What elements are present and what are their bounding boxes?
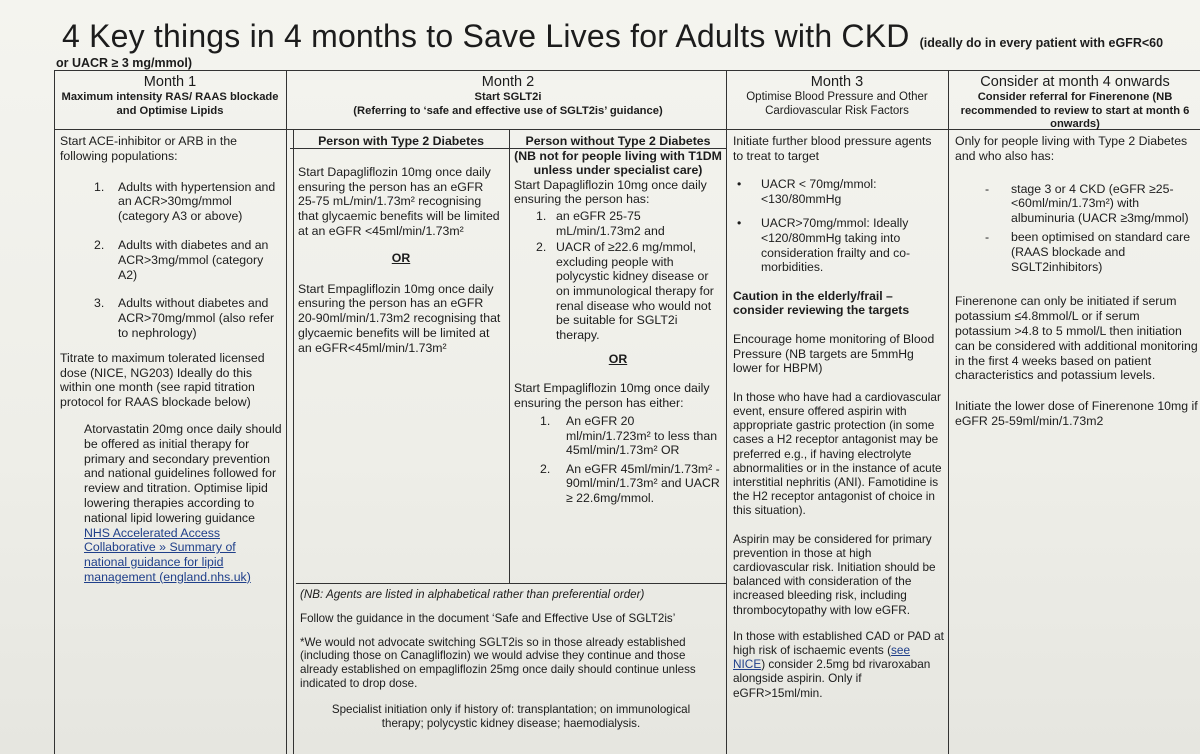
- elderly-caution: Caution in the elderly/frail – consider reviewing the targets: [733, 288, 910, 318]
- rivaroxaban-text-b: ) consider 2.5mg bd rivaroxaban alongside aspirin. Only if eGFR>15ml/min.: [733, 657, 931, 700]
- table-left-border: [54, 70, 55, 754]
- month3-intro: Initiate further blood pressure agents to treat to target: [733, 134, 932, 163]
- rivaroxaban-note: [733, 629, 944, 700]
- follow-guidance: Follow the guidance in the document ‘Safe and Effective Use of SGLT2is’: [300, 611, 676, 625]
- month1-header-cell: [58, 73, 282, 118]
- title-note-continuation: or UACR ≥ 3 mg/mmol): [56, 56, 193, 70]
- specialist-note: Specialist initiation only if history of: transplantation; on immunological therapy; polycystic kidney disease; haemodialysis.: [331, 702, 691, 730]
- list-number: 2.: [536, 240, 547, 255]
- see-nice-link[interactable]: see NICE: [733, 642, 911, 672]
- list-item: [94, 238, 282, 282]
- finerenone-dose: Initiate the lower dose of Finerenone 10mg if eGFR 25-59ml/min/1.73m2: [955, 399, 1198, 428]
- t2d-heading: Person with Type 2 Diabetes: [318, 134, 484, 148]
- month1-header: Month 1: [143, 74, 197, 90]
- aspirin-secondary: In those who have had a cardiovascular event, ensure offered aspirin with appropriate gastric protection (in some cases a H2 receptor antagonist may be preferred e.g., if having electrolyte abnormalities or in the instance of acute interstitial nephritis (ANI). Famotidine is the H2 receptor antagonist of choice in this situation).: [733, 389, 942, 518]
- aspirin-primary: Aspirin may be considered for primary prevention in those at high cardiovascular risk. Initiation should be balanced with consideration of the increased bleeding risk, including thrombocytopathy with low eGFR.: [733, 531, 936, 617]
- agents-note: (NB: Agents are listed in alphabetical rather than preferential order): [300, 588, 645, 601]
- month1-subhead: Maximum intensity RAS/ RAAS blockade and Optimise Lipids: [61, 91, 279, 117]
- month2-not2d-column: [514, 134, 722, 514]
- dash-icon: -: [985, 229, 990, 244]
- month3-header: Month 3: [810, 74, 864, 90]
- month2-subhead: Start SGLT2i: [474, 91, 542, 103]
- not2d-heading: Person without Type 2 Diabetes (NB not for people living with T1DM unless under specialist care): [514, 134, 722, 178]
- bullet-item: [737, 177, 944, 206]
- month1-statin: Atorvastatin 20mg once daily should be offered as initial therapy for primary and secondary prevention and national guidelines followed for review and titration. Optimise lipid lowering therapies according to national lipid lowering guidance: [84, 421, 282, 525]
- bullet-text: UACR>70mg/mmol: Ideally <120/80mmHg taking into consideration frailty and co-morbidities.: [761, 216, 911, 275]
- list-item: [540, 462, 722, 506]
- month4-subhead: Consider referral for Finerenone (NB recommended to review to start at month 6 onwards): [960, 91, 1190, 130]
- table-top-border: [54, 70, 1200, 71]
- bullet-item: [737, 216, 944, 274]
- column-divider-3: [948, 70, 949, 754]
- list-text: an eGFR 25-75 mL/min/1.73m2 and: [556, 208, 665, 238]
- column-divider-1b: [293, 130, 294, 754]
- list-item: [94, 180, 282, 224]
- month2-header-cell: [292, 73, 724, 118]
- bullet-icon: •: [737, 177, 742, 192]
- list-number: 1.: [540, 414, 551, 429]
- home-monitoring: Encourage home monitoring of Blood Pressure (NB targets are 5mmHg lower for HBPM): [733, 331, 935, 376]
- month1-titrate: Titrate to maximum tolerated licensed dose (NICE, NG203) Ideally do this within one month (see rapid titration protocol for RAAS blockade below): [60, 350, 265, 410]
- list-text: Adults with diabetes and an ACR>3mg/mmol (category A2): [118, 237, 269, 282]
- dash-icon: -: [985, 181, 990, 196]
- month4-header: Consider at month 4 onwards: [980, 74, 1170, 90]
- month2-subhead-note: (Referring to ‘safe and effective use of SGLT2is’ guidance): [353, 104, 663, 117]
- t2d-empagliflozin: Start Empagliflozin 10mg once daily ensuring the person has an eGFR 20-90ml/min/1.73m2 recognising that glycaemic benefits will be limited at an eGFR<45ml/min/1.73m²: [298, 281, 501, 355]
- month2-header: Month 2: [481, 74, 535, 90]
- list-text: An eGFR 20 ml/min/1.723m² to less than 45ml/min/1.73m² OR: [566, 414, 718, 458]
- month3-subhead: Optimise Blood Pressure and Other Cardiovascular Risk Factors: [746, 91, 928, 117]
- t2d-dapagliflozin: Start Dapagliflozin 10mg once daily ensuring the person has an eGFR 25-75 mL/min/1.73m² recognising that glycaemic benefits will be limited at an eGFR <45ml/min/1.73m²: [298, 164, 500, 238]
- list-item: [540, 414, 722, 458]
- month4-header-cell: [952, 73, 1198, 132]
- bullet-text: stage 3 or 4 CKD (eGFR ≥25-<60ml/min/1.73m²) with albuminuria (UACR ≥3mg/mmol): [1011, 181, 1189, 226]
- list-number: 1.: [536, 208, 547, 223]
- not2d-empagliflozin: Start Empagliflozin 10mg once daily ensuring the person has either:: [514, 380, 710, 410]
- list-item: [536, 209, 722, 238]
- list-text: Adults without diabetes and ACR>70mg/mmol (also refer to nephrology): [118, 296, 275, 340]
- list-text: Adults with hypertension and an ACR>30mg/mmol (category A3 or above): [118, 179, 276, 224]
- list-text: UACR of ≥22.6 mg/mmol, excluding people with polycystic kidney disease or on immunological therapy for renal disease who would not be suitable for SGLT2i therapy.: [556, 240, 714, 342]
- switching-note: *We would not advocate switching SGLT2is so in those already established (including those on Canagliflozin) we would advise they continue and those already established on empagliflozin 25mg once daily should continue unless indicated to drop dose.: [300, 635, 696, 690]
- month3-body: [733, 134, 944, 700]
- list-text: An eGFR 45ml/min/1.73m² - 90ml/min/1.73m² and UACR ≥ 22.6mg/mmol.: [566, 461, 720, 506]
- bullet-text: UACR < 70mg/mmol: <130/80mmHg: [761, 177, 877, 206]
- list-item: [536, 240, 722, 342]
- title-note: (ideally do in every patient with eGFR<60: [919, 36, 1164, 50]
- month1-body: [60, 134, 282, 585]
- t2d-or: OR: [391, 250, 411, 265]
- month4-intro: Only for people living with Type 2 Diabetes and who also has:: [955, 134, 1188, 163]
- page-title: 4 Key things in 4 months to Save Lives for Adults with CKD: [62, 18, 910, 54]
- potassium-condition: Finerenone can only be initiated if serum potassium ≤4.8mmol/L or if serum potassium >4.8 to 5 mmol/L then initiation can be considered with additional monitoring in the first 4 weeks based on patient characteristics and potassium levels.: [955, 294, 1198, 383]
- rivaroxaban-text-a: In those with established CAD or PAD at high risk of ischaemic events (: [733, 628, 944, 657]
- list-number: 1.: [94, 179, 105, 194]
- bullet-item: [985, 230, 1198, 274]
- list-number: 2.: [540, 461, 551, 476]
- bullet-icon: •: [737, 216, 742, 231]
- lipid-guidance-link[interactable]: NHS Accelerated Access Collaborative » Summary of national guidance for lipid management (england.nhs.uk): [84, 525, 251, 584]
- title-row: [62, 18, 1163, 55]
- month2-split-divider: [509, 130, 510, 583]
- not2d-dapagliflozin: Start Dapagliflozin 10mg once daily ensuring the person has:: [514, 177, 707, 207]
- month2-t2d-column: [298, 134, 504, 366]
- month2-notes: [300, 588, 722, 730]
- bullet-text: been optimised on standard care (RAAS blockade and SGLT2inhibitors): [1011, 229, 1191, 274]
- month2-notes-border: [296, 583, 726, 584]
- month1-statin-block: [84, 422, 282, 585]
- month3-header-cell: [730, 73, 944, 118]
- list-number: 3.: [94, 296, 105, 311]
- month1-intro: Start ACE-inhibitor or ARB in the following populations:: [60, 134, 238, 163]
- list-number: 2.: [94, 237, 105, 252]
- not2d-or: OR: [608, 352, 628, 367]
- column-divider-2: [726, 70, 727, 754]
- column-divider-1: [286, 70, 287, 754]
- list-item: [94, 296, 282, 340]
- month4-body: [955, 134, 1198, 439]
- bullet-item: [985, 182, 1198, 226]
